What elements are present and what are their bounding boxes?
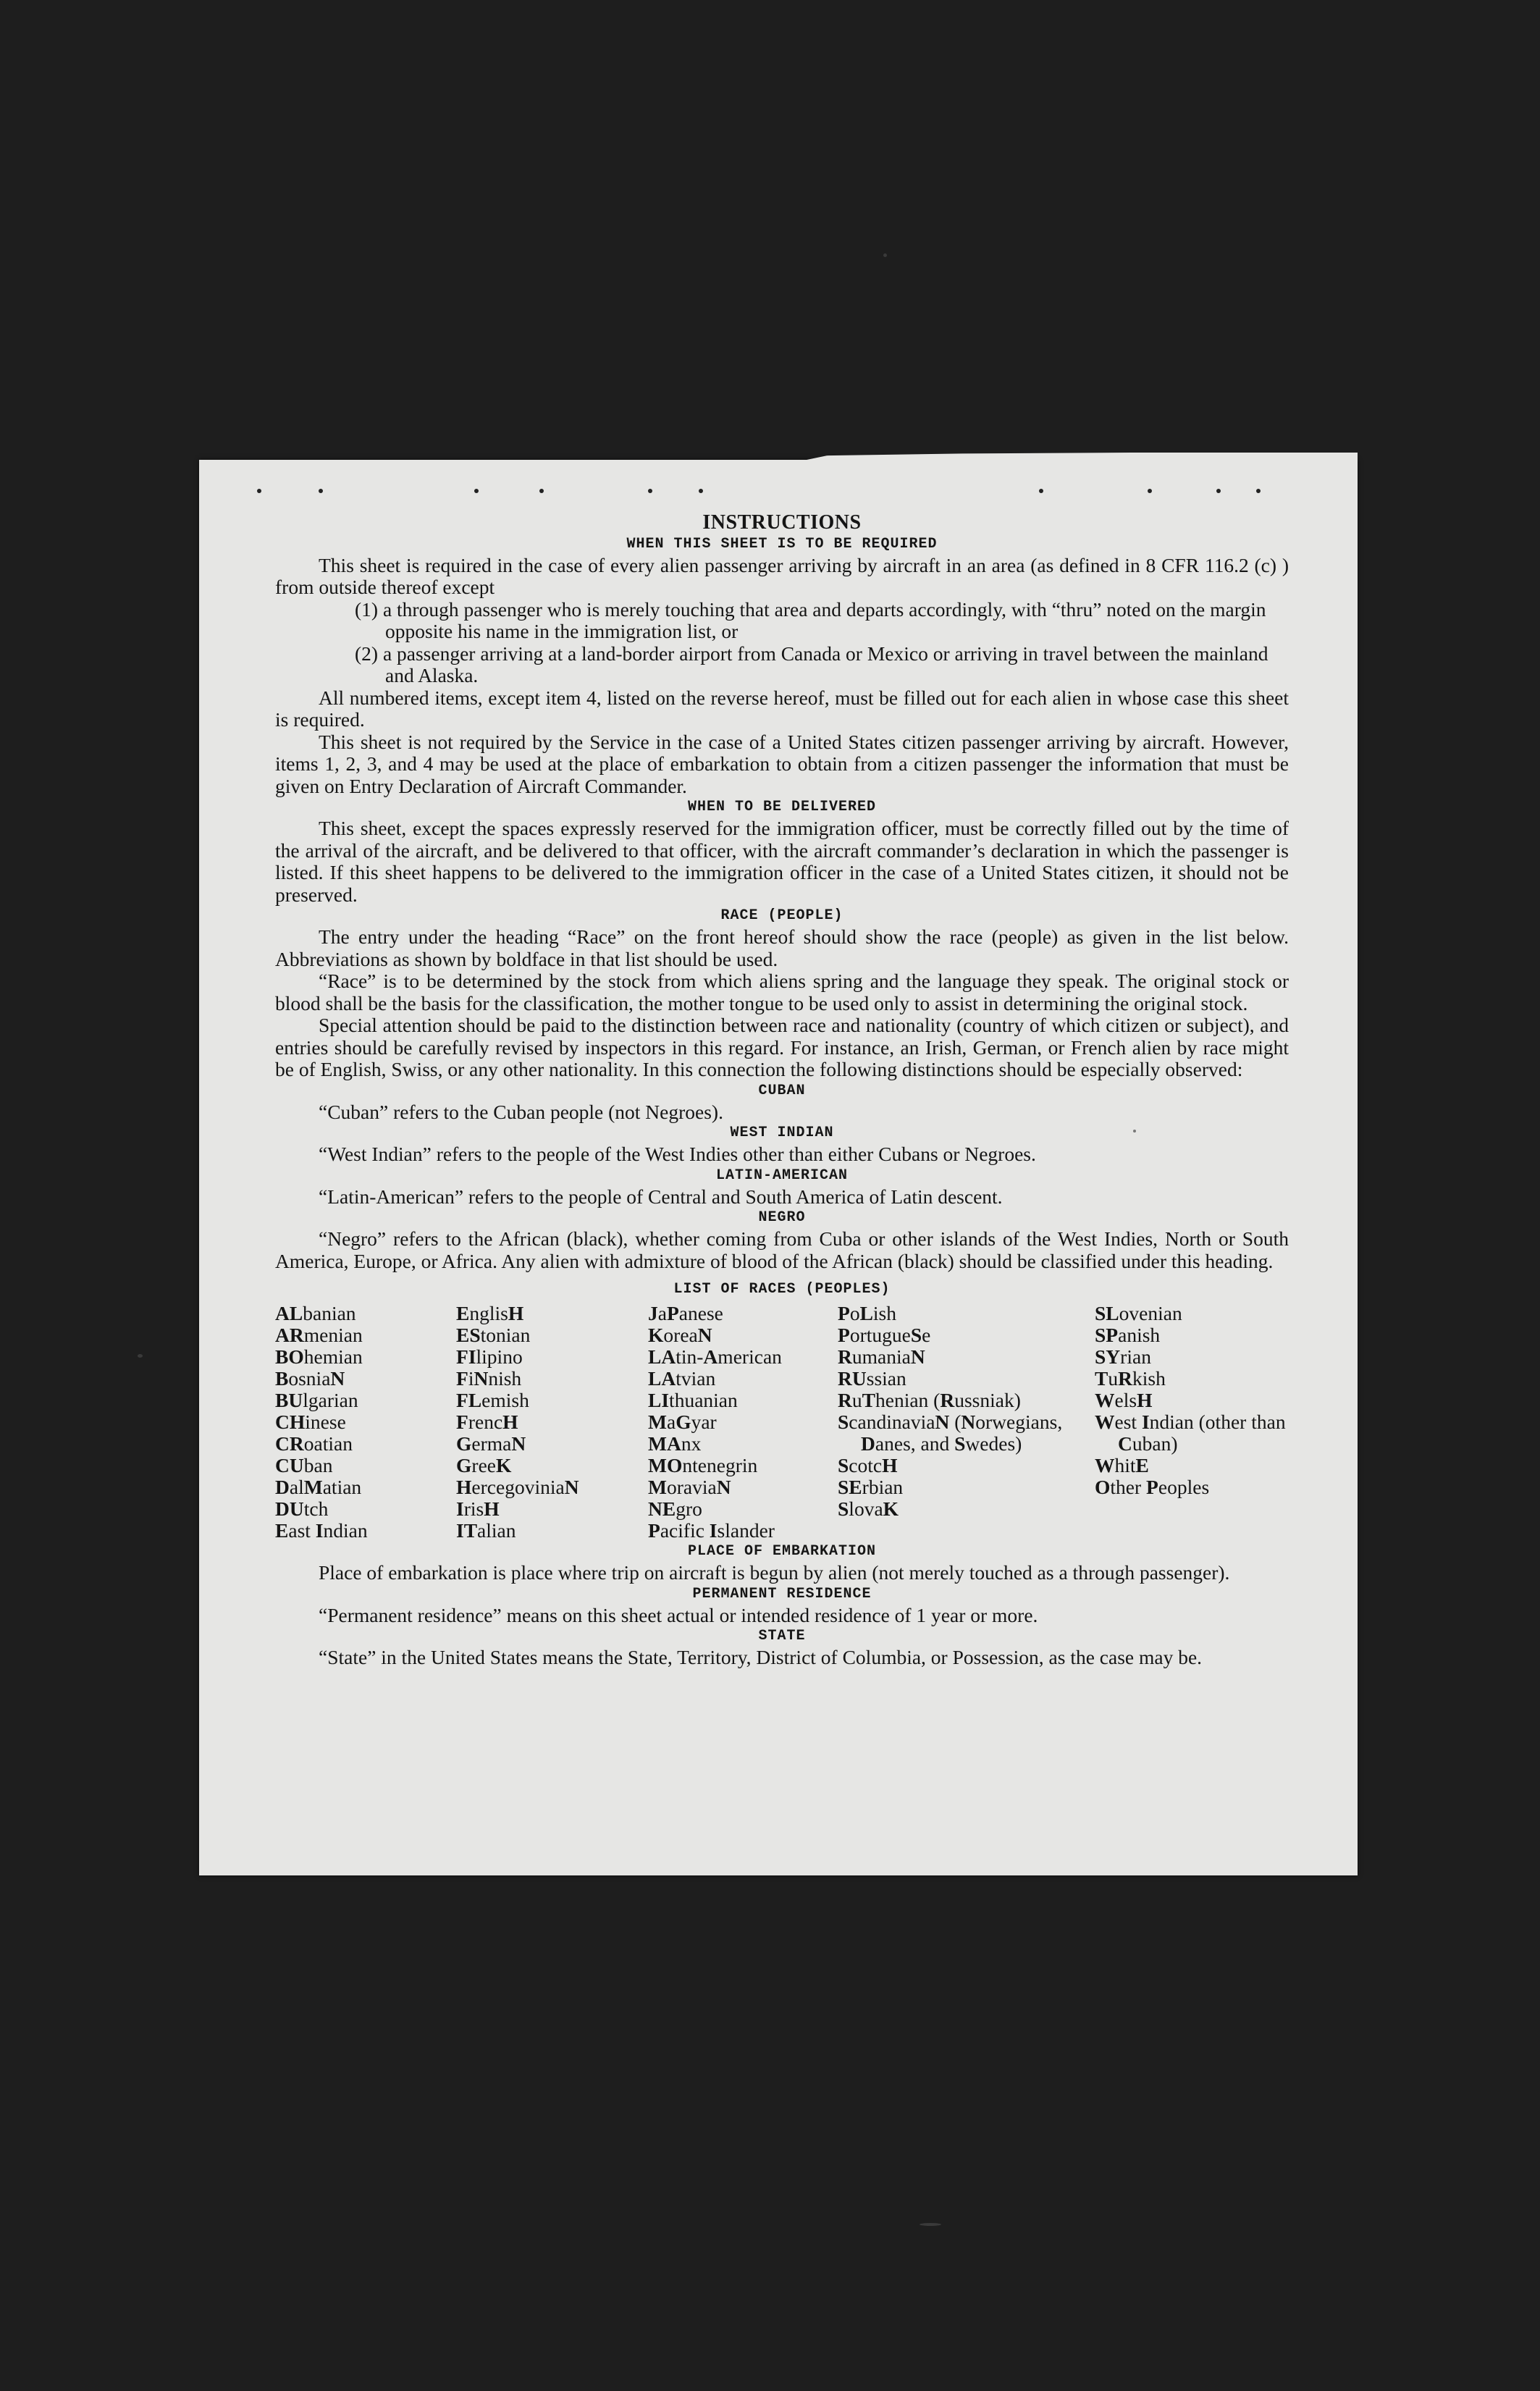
document-page — [199, 460, 1358, 1875]
document-title: INSTRUCTIONS — [702, 511, 862, 534]
race-entry: RumaniaN — [838, 1345, 925, 1368]
race-entry: HercegoviniaN — [456, 1476, 579, 1498]
paragraph: This sheet is required in the case of every alien passenger arriving by aircraft in an area (as defined in 8 CFR 116.2 (c) ) from outside thereof except — [275, 553, 1289, 598]
race-entry: East Indian — [275, 1519, 368, 1542]
races-column-2 — [456, 1303, 648, 1542]
paragraph: “Race” is to be determined by the stock from which aliens spring and the language they speak. The original stock or blood shall be the basis for the classification, the mother tongue to be used only to assist in determining the original stock. — [275, 970, 1289, 1014]
exception-item-1: (1) a through passenger who is merely touching that area and departs accordingly, with “thru” noted on the margin opposite his name in the immigration list, or — [355, 597, 1266, 642]
races-column-3 — [648, 1303, 838, 1542]
hole-dot — [699, 489, 703, 493]
section-heading-when-delivered: WHEN TO BE DELIVERED — [687, 799, 877, 815]
race-entry: GreeK — [456, 1454, 512, 1476]
backdrop-speck — [920, 2223, 941, 2226]
hole-dot — [539, 489, 544, 493]
races-column-1 — [275, 1303, 456, 1542]
races-column-5 — [1095, 1303, 1289, 1542]
section-heading-embarkation: PLACE OF EMBARKATION — [687, 1543, 877, 1560]
race-entry: LAtin-American — [648, 1345, 782, 1368]
race-entry: RuThenian (Russniak) — [838, 1389, 1021, 1411]
section-heading-list-of-races: LIST OF RACES (PEOPLES) — [673, 1281, 891, 1298]
race-entry: LIthuanian — [648, 1389, 738, 1411]
race-entry: Other Peoples — [1095, 1476, 1210, 1498]
section-heading-negro: NEGRO — [758, 1209, 806, 1226]
race-entry: SLovenian — [1095, 1302, 1182, 1324]
section-heading-when-required: WHEN THIS SHEET IS TO BE REQUIRED — [626, 535, 938, 552]
race-entry: ARmenian — [275, 1324, 363, 1346]
race-entry: WelsH — [1095, 1389, 1153, 1411]
paragraph: This sheet is not required by the Service in the case of a United States citizen passenger arriving by aircraft. However, items 1, 2, 3, and 4 may be used at the place of embarkation to obtain from a citizen passenger the information that must be given on Entry Declaration of Aircraft Commander. — [275, 730, 1289, 797]
hole-dot — [1256, 489, 1261, 493]
hole-dot — [648, 489, 652, 493]
race-entry: KoreaN — [648, 1324, 712, 1346]
backdrop-speck — [883, 253, 887, 257]
race-entry: CUban — [275, 1454, 333, 1476]
paragraph: “Permanent residence” means on this sheet actual or intended residence of 1 year or more. — [319, 1603, 1038, 1626]
race-entry: SPanish — [1095, 1324, 1161, 1346]
paragraph: All numbered items, except item 4, listed on the reverse hereof, must be filled out for each alien in whose case this sheet is required. — [275, 686, 1289, 731]
race-entry: FiNnish — [456, 1367, 522, 1390]
race-entry: EnglisH — [456, 1302, 524, 1324]
race-entry: CHinese — [275, 1411, 346, 1433]
race-entry: BOhemian — [275, 1345, 363, 1368]
race-entry: JaPanese — [648, 1302, 723, 1324]
race-entry: IrisH — [456, 1497, 500, 1520]
race-entry: BUlgarian — [275, 1389, 358, 1411]
race-entry: ScotcH — [838, 1454, 898, 1476]
section-heading-cuban: CUBAN — [758, 1082, 806, 1099]
paragraph: “Latin-American” refers to the people of Central and South America of Latin descent. — [319, 1185, 1003, 1208]
race-entry: FrencH — [456, 1411, 518, 1433]
hole-dot — [319, 489, 323, 493]
paragraph: The entry under the heading “Race” on the front hereof should show the race (people) as given in the list below. Abbreviations as shown by boldface in that list should be used. — [275, 925, 1289, 970]
race-entry: GermaN — [456, 1432, 526, 1455]
backdrop-speck — [138, 1354, 143, 1358]
paragraph: Place of embarkation is place where trip on aircraft is begun by alien (not merely touched as a through passenger). — [319, 1561, 1230, 1584]
races-column-4 — [838, 1303, 1095, 1542]
race-entry: MOntenegrin — [648, 1454, 758, 1476]
race-entry: SErbian — [838, 1476, 904, 1498]
race-entry: RUssian — [838, 1367, 906, 1390]
race-entry: MoraviaN — [648, 1476, 731, 1498]
paragraph: “Cuban” refers to the Cuban people (not Negroes). — [319, 1100, 723, 1123]
race-entry: DUtch — [275, 1497, 329, 1520]
exception-item-2: (2) a passenger arriving at a land-border airport from Canada or Mexico or arriving in travel between the mainland and Alaska. — [355, 642, 1268, 686]
paragraph: Special attention should be paid to the distinction between race and nationality (country of which citizen or subject), and entries should be carefully revised by inspectors in this regard. For instance, an Irish, German, or French alien by race might be of English, Swiss, or any other nationality. In this connection the following distinctions should be especially observed: — [275, 1014, 1289, 1080]
race-entry: FLemish — [456, 1389, 529, 1411]
paragraph: This sheet, except the spaces expressly reserved for the immigration officer, must be correctly filled out by the time of the arrival of the aircraft, and be delivered to that officer, with the aircraft commander’s declaration in which the passenger is listed. If this sheet happens to be delivered to the immigration officer in the case of a United States citizen, it should not be preserved. — [275, 817, 1289, 906]
hole-dot — [1148, 489, 1152, 493]
instructions-content — [275, 512, 1289, 1669]
hole-dot — [474, 489, 479, 493]
race-entry: MaGyar — [648, 1411, 717, 1433]
race-entry: FIlipino — [456, 1345, 523, 1368]
paragraph: “State” in the United States means the State, Territory, District of Columbia, or Possession, as the case may be. — [319, 1646, 1203, 1668]
race-entry: TuRkish — [1095, 1367, 1166, 1390]
race-entry: CRoatian — [275, 1432, 353, 1455]
race-entry: ITalian — [456, 1519, 516, 1542]
race-entry: ALbanian — [275, 1302, 356, 1324]
race-entry: MAnx — [648, 1432, 702, 1455]
paragraph: “Negro” refers to the African (black), whether coming from Cuba or other islands of the West Indies, North or South America, Europe, or Africa. Any alien with admixture of blood of the African (black) should be classified under this heading. — [275, 1227, 1289, 1272]
torn-edge — [793, 453, 1358, 463]
paragraph: “West Indian” refers to the people of the West Indies other than either Cubans or Negroes. — [319, 1143, 1036, 1165]
race-entry: ScandinaviaN (Norwegians, Danes, and Swedes) — [838, 1411, 1063, 1455]
races-list — [275, 1303, 1289, 1542]
race-entry: EStonian — [456, 1324, 531, 1346]
race-entry: WhitE — [1095, 1454, 1149, 1476]
hole-dot — [1039, 489, 1043, 493]
section-heading-latin-american: LATIN-AMERICAN — [715, 1167, 849, 1184]
section-heading-state: STATE — [758, 1628, 806, 1644]
section-heading-west-indian: WEST INDIAN — [730, 1125, 834, 1141]
race-entry: LAtvian — [648, 1367, 716, 1390]
hole-dot — [257, 489, 261, 493]
race-entry: SlovaK — [838, 1497, 899, 1520]
race-entry: PortugueSe — [838, 1324, 931, 1346]
race-entry: BosniaN — [275, 1367, 345, 1390]
race-entry: SYrian — [1095, 1345, 1151, 1368]
section-heading-permanent-residence: PERMANENT RESIDENCE — [692, 1585, 872, 1602]
race-entry: NEgro — [648, 1497, 702, 1520]
hole-dot — [1216, 489, 1221, 493]
race-entry: West Indian (other than Cuban) — [1095, 1411, 1286, 1455]
section-heading-race: RACE (PEOPLE) — [720, 907, 843, 924]
binder-holes — [257, 489, 1314, 496]
race-entry: PoLish — [838, 1302, 896, 1324]
race-entry: DalMatian — [275, 1476, 362, 1498]
race-entry: Pacific Islander — [648, 1519, 775, 1542]
